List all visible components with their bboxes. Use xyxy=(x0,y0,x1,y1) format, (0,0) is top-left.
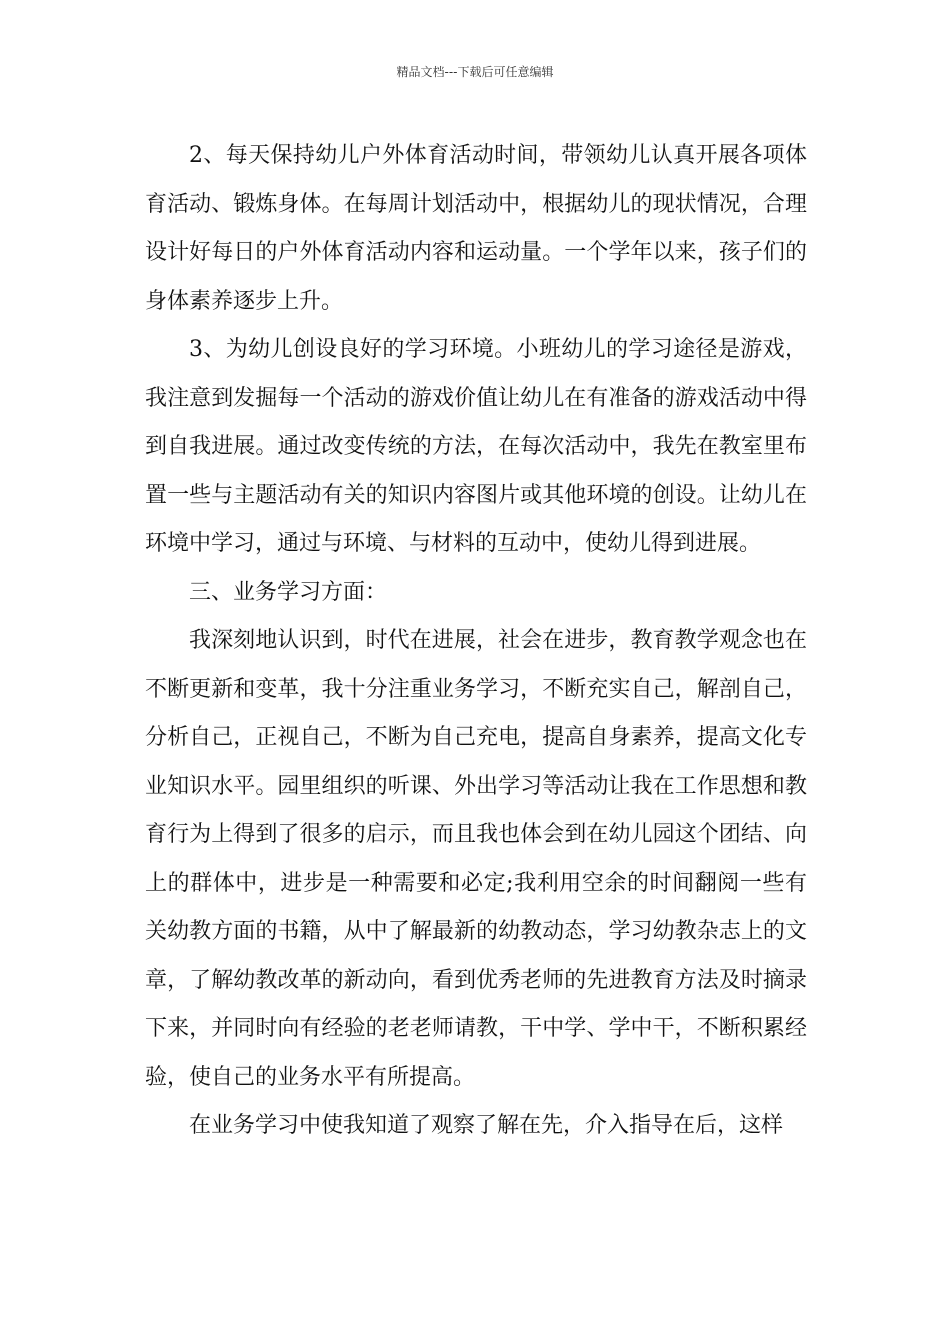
paragraph-professional-study: 我深刻地认识到，时代在进展，社会在进步，教育教学观念也在不断更新和变革，我十分注重业务学习，不断充实自己，解剖自己，分析自己，正视自己，不断为自己充电，提高自身素养，提高文化专业知识水平。园里组织的听课、外出学习等活动让我在工作思想和教育行为上得到了很多的启示，而且我也体会到在幼儿园这个团结、向上的群体中，进步是一种需要和必定;我利用空余的时间翻阅一些有关幼教方面的书籍，从中了解最新的幼教动态，学习幼教杂志上的文章，了解幼教改革的新动向，看到优秀老师的先进教育方法及时摘录下来，并同时向有经验的老老师请教，干中学、学中干，不断积累经验，使自己的业务水平有所提高。 xyxy=(145,628,807,1090)
paragraph-learning-environment: 3、为幼儿创设良好的学习环境。小班幼儿的学习途径是游戏，我注意到发掘每一个活动的游戏价值让幼儿在有准备的游戏活动中得到自我进展。通过改变传统的方法，在每次活动中，我先在教室里布置一些与主题活动有关的知识内容图片或其他环境的创设。让幼儿在环境中学习，通过与环境、与材料的互动中，使幼儿得到进展。 xyxy=(145,337,807,556)
paragraph-outdoor-activities: 2、每天保持幼儿户外体育活动时间，带领幼儿认真开展各项体育活动、锻炼身体。在每周计划活动中，根据幼儿的现状情况，合理设计好每日的户外体育活动内容和运动量。一个学年以来，孩子们的身体素养逐步上升。 xyxy=(145,143,807,314)
paragraph-observation: 在业务学习中使我知道了观察了解在先，介入指导在后，这样 xyxy=(189,1113,784,1138)
document-body xyxy=(145,132,807,1151)
page-header: 精品文档---下载后可任意编辑 xyxy=(396,65,554,79)
section-heading-professional-study: 三、业务学习方面： xyxy=(189,579,388,605)
